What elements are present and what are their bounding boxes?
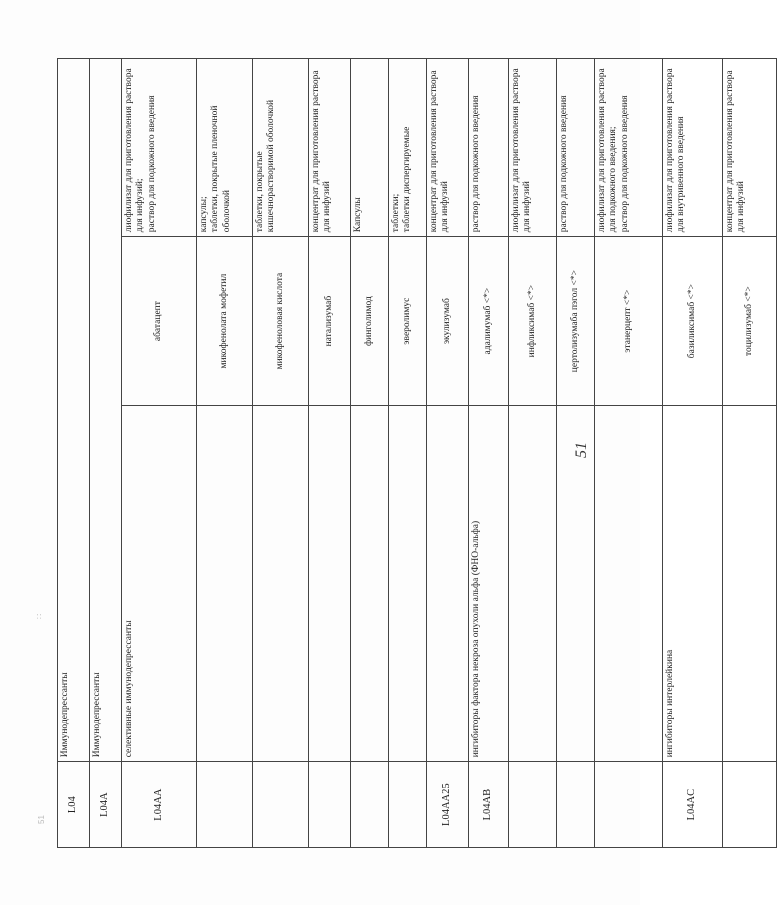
pharmacologic-group-cell (723, 405, 777, 761)
atc-code-cell (389, 762, 427, 848)
drug-name-cell: микофенолата мофетил (197, 237, 253, 406)
pharmacologic-group-cell (351, 405, 389, 761)
drug-name-cell: этанерцепт <*> (595, 237, 663, 406)
row-mycophenolic-acid (253, 59, 309, 848)
pharmacologic-group-cell (253, 405, 309, 761)
pharmacologic-group-cell (595, 405, 663, 761)
pharmacologic-group-cell (389, 405, 427, 761)
row-infliximab (509, 59, 557, 848)
drug-table-body (58, 59, 777, 848)
dosage-form-cell: лиофилизат для приготовления раствора для инфузий; раствор для подкожного введения (122, 59, 197, 237)
drug-name-cell: эверолимус (389, 237, 427, 406)
pharmacologic-group-cell (309, 405, 351, 761)
drug-name-cell: натализумаб (309, 237, 351, 406)
pharmacologic-group-cell: ингибиторы фактора некроза опухоли альфа (ФНО-альфа) (469, 405, 509, 761)
pharmacologic-group-cell: селективные иммунодепрессанты (122, 405, 197, 761)
row-mycophenolate-mofetil (197, 59, 253, 848)
drug-name-cell: цертолизумаба пэгол <*> (557, 237, 595, 406)
row-everolimus (389, 59, 427, 848)
row-abatacept (122, 59, 197, 848)
dosage-form-cell: раствор для подкожного введения (557, 59, 595, 237)
atc-code-cell (509, 762, 557, 848)
drug-name-cell: базиликсимаб <*> (663, 237, 723, 406)
atc-code-cell: L04AA25 (427, 762, 469, 848)
row-etanercept (595, 59, 663, 848)
row-natalizumab (309, 59, 351, 848)
atc-code-cell (253, 762, 309, 848)
pharmacologic-group-cell (509, 405, 557, 761)
row-adalimumab (469, 59, 509, 848)
dosage-form-cell: концентрат для приготовления раствора для инфузий (723, 59, 777, 237)
rotated-table-area (57, 58, 754, 848)
drug-name-cell: финголимод (351, 237, 389, 406)
pharmacologic-group-cell (557, 405, 595, 761)
atc-code-cell (309, 762, 351, 848)
dosage-form-cell: концентрат для приготовления раствора для инфузий (309, 59, 351, 237)
drug-name-cell: инфликсимаб <*> (509, 237, 557, 406)
group-title-cell: Иммунодепрессанты (90, 59, 122, 762)
dosage-form-cell: лиофилизат для приготовления раствора для инфузий (509, 59, 557, 237)
atc-code-cell: L04A (90, 762, 122, 848)
row-tocilizumab (723, 59, 777, 848)
drug-name-cell: тоцилизумаб <*> (723, 237, 777, 406)
atc-code-cell (595, 762, 663, 848)
atc-code-cell: L04 (58, 762, 90, 848)
dosage-form-cell: капсулы; таблетки, покрытые пленочной оболочкой (197, 59, 253, 237)
atc-code-cell: L04AC (663, 762, 723, 848)
atc-code-cell: L04AB (469, 762, 509, 848)
row-eculizumab (427, 59, 469, 848)
dosage-form-cell: лиофилизат для приготовления раствора для внутривенного введения (663, 59, 723, 237)
pharmacologic-group-cell: ингибиторы интерлейкина (663, 405, 723, 761)
atc-code-cell (197, 762, 253, 848)
drug-name-cell: экулизумаб (427, 237, 469, 406)
atc-code-cell: L04AA (122, 762, 197, 848)
row-fingolimod (351, 59, 389, 848)
drug-name-cell: микофеноловая кислота (253, 237, 309, 406)
dosage-form-cell: лиофилизат для приготовления раствора для подкожного введения; раствор для подкожного введения (595, 59, 663, 237)
dosage-form-cell: раствор для подкожного введения (469, 59, 509, 237)
margin-mark-number: 51 (36, 815, 46, 824)
page-number: 51 (573, 442, 590, 458)
drug-name-cell: абатацепт (122, 237, 197, 406)
group-title-cell: Иммунодепрессанты (58, 59, 90, 762)
margin-mark-dots: ∷ (35, 613, 45, 620)
dosage-form-cell: Капсулы (351, 59, 389, 237)
pharmacologic-group-cell (197, 405, 253, 761)
dosage-form-cell: таблетки; таблетки диспергируемые (389, 59, 427, 237)
drug-name-cell: адалимумаб <*> (469, 237, 509, 406)
row-l04a (90, 59, 122, 848)
dosage-form-cell: таблетки, покрытые кишечнорастворимой оболочкой (253, 59, 309, 237)
atc-code-cell (723, 762, 777, 848)
atc-code-cell (557, 762, 595, 848)
dosage-form-cell: концентрат для приготовления раствора для инфузий (427, 59, 469, 237)
atc-code-cell (351, 762, 389, 848)
row-l04 (58, 59, 90, 848)
drug-table (57, 58, 777, 848)
row-basiliximab (663, 59, 723, 848)
pharmacologic-group-cell (427, 405, 469, 761)
